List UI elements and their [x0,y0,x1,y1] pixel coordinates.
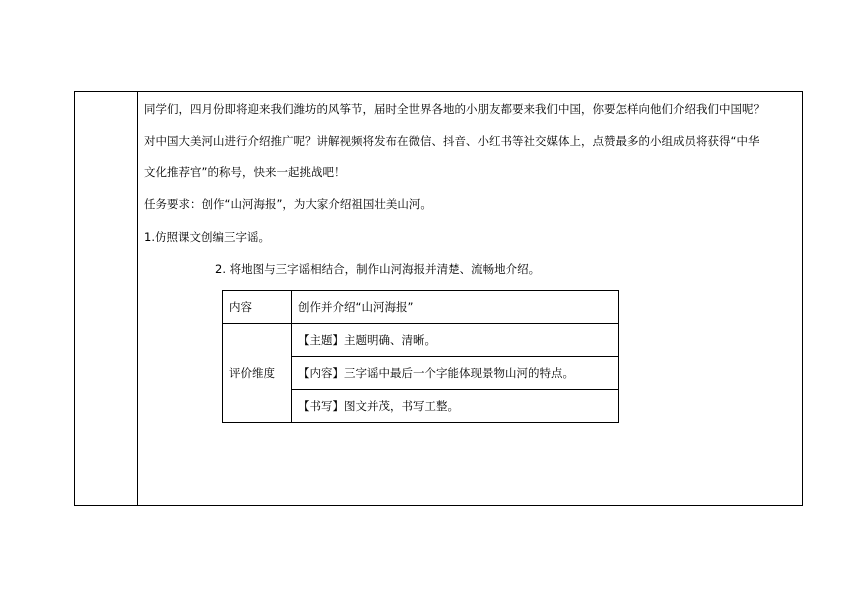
table-row [223,291,619,324]
intro-line-2: 对中国大美河山进行介绍推广呢？讲解视频将发布在微信、抖音、小红书等社交媒体上，点赞最多的小组成员将获得“中华 [144,134,760,148]
criterion-theme: 【主题】主题明确、清晰。 [292,324,619,357]
table-row [223,324,619,357]
intro-line-1: 同学们，四月份即将迎来我们潍坊的风筝节，届时全世界各地的小朋友都要来我们中国，你要怎样向他们介绍我们中国呢？ [144,102,765,116]
task-requirement: 任务要求：创作“山河海报”，为大家介绍祖国壮美山河。 [144,197,432,211]
intro-line-3: 文化推荐官”的称号，快来一起挑战吧！ [144,165,346,179]
evaluation-table [222,290,619,423]
dimension-label-cell: 评价维度 [223,324,292,423]
content-label-cell: 内容 [223,291,292,324]
criterion-writing: 【书写】图文并茂，书写工整。 [292,390,619,423]
content-value-cell: 创作并介绍“山河海报” [292,291,619,324]
criterion-content: 【内容】三字谣中最后一个字能体现景物山河的特点。 [292,357,619,390]
task-table-frame [74,91,803,506]
requirement-2: 2. 将地图与三字谣相结合，制作山河海报并清楚、流畅地介绍。 [215,262,541,276]
requirement-1: 1.仿照课文创编三字谣。 [144,230,270,244]
left-empty-cell [75,92,138,505]
